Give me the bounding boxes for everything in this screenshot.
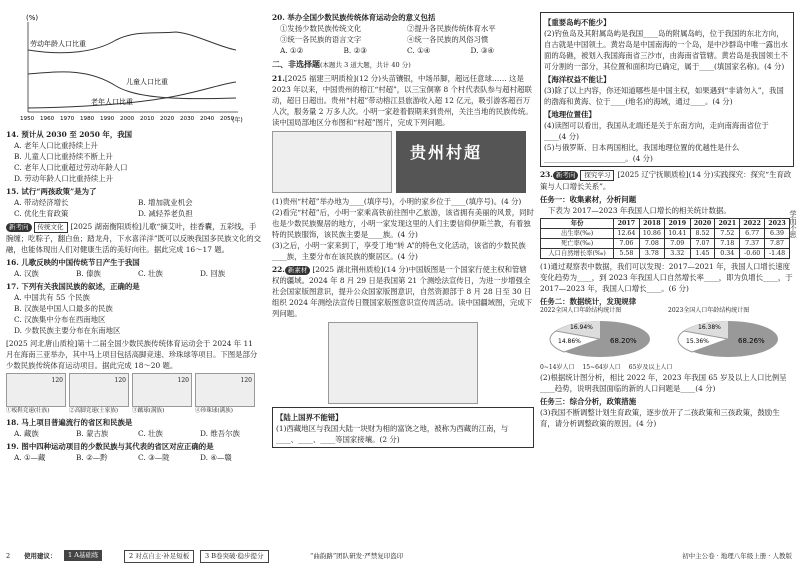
table-header: 2018 [639,219,664,229]
q23-points: (14 分) [688,170,714,179]
table-header: 2021 [715,219,740,229]
q20-option-a[interactable]: A. ①② [280,46,304,55]
pie-2023-b: 68.26% [738,337,765,345]
q22-number: 22. [272,265,285,274]
footer [0,548,800,566]
q20-item-2: ②提升各民族传统体育水平 [407,24,496,33]
population-chart [6,12,246,124]
table-cell: 7.18 [715,239,740,249]
q23-part-1: (1)通过观察表中数据，我们可以发现：2017—2021 年，我国人口增长速度变化趋势为____，到 2023 年我国人口自然增长率____，即为负增长____，于 2017—2023 年，我国人口增长____。(6 分) [540,262,793,293]
table-cell: 0.34 [715,249,740,259]
q23-new-tag: 新考向 [553,171,579,180]
footer-right: 初中主公卷 · 地理八年级上册 · 人教版 [682,552,792,560]
section-2-title: 二、非选择题 [272,59,320,69]
table-cell: 8.52 [690,229,715,239]
q18-option-c[interactable]: C. 壮族 [138,429,163,438]
land-border-box [272,407,534,448]
q21-source: [2025 福建三明质检] [284,74,357,83]
q15-stem: 15. 试行“两孩政策”是为了 [6,187,97,196]
child-label: 儿童人口比重 [126,78,168,86]
question-16 [6,257,262,279]
china-region-map [272,131,392,193]
column-middle [272,12,534,448]
x-tick-label: 2010 [140,116,155,122]
table-cell: 7.37 [740,239,765,249]
pie-2022-graphic [540,315,660,361]
task-3-title: 任务三：综合分析，政策措施 [540,397,637,406]
table-cell: 1.45 [690,249,715,259]
q15-option-d[interactable]: D. 减轻养老负担 [138,209,193,218]
inquiry-tag: 探究学习 [580,170,614,181]
q22-part-3: (3)除了以上内容，你还知道哪些是中国主权，如果遇到“非请勿入”，我国的渤海和黄海、位于____(地名)的海域，通过____。(4 分) [544,86,784,106]
pie-legend [540,364,794,372]
pie-2022-a: 16.94% [570,324,593,331]
q15-option-c[interactable]: C. 优化生育政策 [14,209,69,218]
x-tick-label: 2000 [120,116,135,122]
table-cell: 7.06 [614,239,639,249]
stamp-3-value: 120 [177,377,189,384]
q20-item-3: ③统一各民族的语言文字 [280,35,362,44]
q16-option-a[interactable]: A. 汉族 [14,269,39,278]
photo-caption: 贵州村超 [410,143,483,162]
q15-option-a[interactable]: A. 带动经济增长 [14,198,69,207]
section-2-note: (本题共 3 道大题，共计 40 分) [320,61,411,69]
pie-2023-graphic [668,315,788,361]
q19-option-a[interactable]: A. ①—藏 [14,453,46,462]
table-cell: 6.39 [765,229,790,239]
labor-label: 劳动年龄人口比重 [30,40,86,48]
pie-2022-title: 2022全国人口年龄结构统计图 [540,307,622,314]
chart-unit: (%) [26,14,39,22]
footer-guide: 使用建议： [24,552,57,560]
context-16-17 [6,221,262,255]
q22-points: (14 分) [383,265,409,274]
stamp-4 [195,373,255,415]
elder-label: 老年人口比重 [91,98,133,106]
q21-part-3: (3)之后，小明一家来到丁，享受丁地“转 A”的特色文化活动，该省的少数民族____族，主要分布在该民族的聚居区。(4 分) [272,241,526,261]
q17-option-c[interactable]: C. 汉族集中分布在西南地区 [14,315,106,324]
footer-page: 2 [6,552,11,560]
q20-item-1: ①发扬少数民族传统文化 [280,24,362,33]
q22-part-4: (4)读图可以看出，我国从北端还是关于东南方向，走向南海南省位于____(4 分) [544,121,769,141]
q22-part-2: (2)钓鱼岛及其附属岛屿是我国____岛的附属岛屿，位于我国的东北方向，自古就是中国领土。黄岩岛是中国南海的一个岛，是中沙群岛中唯一露出水面的岛礁，被划入我国海南省三沙市，由海南省管辖。黄岩岛是我国领土不可分割的一部分，其位置和面积均已确定，属于____(填国家名称)。(4 分) [544,29,788,71]
table-cell: -0.60 [740,249,765,259]
pie-2023-title: 2023全国人口年龄结构统计图 [668,307,750,314]
table-cell: 10.41 [665,229,690,239]
q18-option-a[interactable]: A. 藏族 [14,429,39,438]
q18-option-b[interactable]: B. 蒙古族 [76,429,109,438]
population-table [540,218,790,259]
islands-title: 【重要岛屿不能少】 [544,18,611,27]
stamp-3 [132,373,192,415]
rights-title: 【海洋权益不能让】 [544,75,611,84]
stamp-1-label: ①板鞋竞速(壮族) [6,408,50,414]
pie-2023-c: 15.36% [686,338,709,345]
table-cell: 3.32 [665,249,690,259]
x-tick-label: 2040 [200,116,215,122]
column-right [540,12,794,429]
table-row [541,249,790,259]
table-header: 年份 [541,219,614,229]
table-row [541,229,790,239]
table-cell: 3.78 [639,249,664,259]
table-cell: 7.08 [639,239,664,249]
q19-stem: 19. 图中四种运动项目的少数民族与其代表的省区对应正确的是 [6,442,214,451]
table-cell: -1.48 [765,249,790,259]
q17-option-a[interactable]: A. 中国共有 55 个民族 [14,293,90,302]
q19-option-d[interactable]: D. ④—赣 [200,453,232,462]
x-tick-label: 1970 [60,116,75,122]
ctx16-text: [2025 湖南衡阳质检]儿歌“摘艾叶，挂香囊，五彩线，手腕缠；吃粽子，翻白鱼；踏龙舟，下水喜洋洋”既可以反映我国多民族文化的交融，也能体现出人们对健康生活的美好向往。据此完成 16～17 题。 [6,222,262,254]
q16-option-d[interactable]: D. 回族 [200,269,226,278]
stamp-2-label: ②高脚竞速(土家族) [69,408,119,414]
q23-text: 实践探究：探究“生育政策与人口增长关系”。 [540,170,792,191]
table-cell: 出生率(‰) [541,229,614,239]
x-tick-label: 1990 [100,116,115,122]
x-tick-label: 1960 [40,116,55,122]
q23-part-3: (3)我国不断调整计划生育政策，逐步放开了二孩政策和三孩政策，鼓励生育，请分析调整政策的原因。(4 分) [540,408,780,428]
task-1-title: 任务一：收集素材，分析问题 [540,195,637,204]
q20-option-d[interactable]: D. ③④ [470,46,495,55]
stamp-3-label: ③蹴球(满族) [132,408,165,414]
q21-figures [272,131,534,193]
q17-stem: 17. 下列有关我国民族的叙述，正确的是 [6,282,140,291]
q22-part-5: (5)与俄罗斯、日本两国相比，我国地理位置的优越性是什么______________________。(4 分) [544,143,740,163]
q14-option-d[interactable]: D. 劳动年龄人口比重持续上升 [14,174,114,183]
pie-2022-c: 14.86% [558,338,581,345]
q23-number: 23. [540,170,553,179]
land-border-title: 【陆上国界不能错】 [276,413,343,422]
question-20 [272,12,534,56]
legend-item-labor: 15~64岁人口 [582,364,621,371]
question-15 [6,186,262,219]
village-super-photo [396,131,526,193]
legend-item-elder: 65岁及以上人口 [628,364,673,371]
location-title: 【地理位置佳】 [544,110,596,119]
table-cell: 7.87 [765,239,790,249]
q20-stem: 20. 举办全国少数民族传统体育运动会的意义包括 [272,13,436,22]
table-cell: 12.64 [614,229,639,239]
stamp-2-value: 120 [114,377,126,384]
q20-item-4: ④统一各民族的风俗习惯 [407,35,489,44]
q16-option-b[interactable]: B. 傣族 [76,269,101,278]
q23-part-2: (2)根据统计图分析，相比 2022 年，2023 年我国 65 岁及以上人口比例呈____趋势，说明我国面临的新的人口问题是____(4 分) [540,373,787,393]
question-21 [272,73,534,262]
footer-badge-2: 2 对点自主·补足短板 [124,550,194,563]
table-header: 2017 [614,219,639,229]
new-direction-tag: 新考向 [6,223,32,232]
q23-source: [2025 辽宁抚顺质检] [617,170,689,179]
x-tick-label: 1950 [20,116,35,122]
q17-option-d[interactable]: D. 少数民族主要分布在东南地区 [14,326,121,335]
q14-option-c[interactable]: C. 老年人口比重超过劳动年龄人口 [14,163,128,172]
task-2-title: 任务二：数据统计，发现规律 [540,297,637,306]
table-header: 2022 [740,219,765,229]
pie-charts [540,307,794,364]
footer-center: “曲韵路”团队研发·严禁复印盗印 [310,552,404,560]
q20-option-c[interactable]: C. ①④ [407,46,431,55]
q14-option-b[interactable]: B. 儿童人口比重持续不断上升 [14,152,113,161]
q14-stem: 14. 预计从 2030 至 2050 年，我国 [6,130,132,139]
q19-option-b[interactable]: B. ②—黔 [76,453,108,462]
task-1-text: 下表为 2017—2023 年我国人口增长的相关统计数据。 [548,206,731,215]
question-14 [6,129,262,184]
table-cell: 10.86 [639,229,664,239]
column-left [6,12,262,463]
question-19 [6,441,262,463]
china-territory-map [328,322,478,404]
islands-box [540,12,794,167]
q21-part-2: (2)看完“村超”后，小明一家乘高铁前往图中乙旅游，该省拥有美丽的风景，同时也是少数民族聚居的地方，小明一家发现这里的人们主要信仰伊斯兰教，有着独特的民族服饰，该民族主要是____族。(4 分) [272,208,534,239]
q21-part-1: (1)贵州“村超”举办地为____(填序号)，小明的家乡位于____(填序号)。(4 分) [272,197,522,206]
table-cell: 6.77 [740,229,765,239]
q18-option-d[interactable]: D. 维吾尔族 [200,429,240,438]
q22-part-1: (1)西藏地区与我国大陆一块财为相的富饶之地，被称为西藏的江南，与____、____、____等国家接壤。(2 分) [276,424,509,444]
q22-text: 中国版图是一个国家行使主权和管辖权的疆域。2024 年 8 月 29 日是我国第 21 个测绘法宣传日，为进一步增强全社会国家版图意识，提升公众国家版图意识，自然资源部于 8 月 28 日至 30 日组织 2024 年测绘法宣传日暨国家版图意识宣传周活动。读中国疆域图，完成下列问题。 [272,265,533,318]
q14-option-a[interactable]: A. 老年人口比重持续上升 [14,141,98,150]
table-cell: 7.52 [715,229,740,239]
new-material-tag: 新素材 [285,266,311,275]
q16-option-c[interactable]: C. 壮族 [138,269,163,278]
pie-2022 [540,307,662,364]
q21-number: 21. [272,74,285,83]
culture-tag: 传统文化 [34,222,68,233]
table-cell: 人口自然增长率(‰) [541,249,614,259]
question-17 [6,281,262,336]
stamp-row [6,373,262,415]
q16-stem: 16. 儿歌反映的中国传统节日产生于我国 [6,258,140,267]
q19-option-c[interactable]: C. ③—陇 [138,453,170,462]
section-2-heading [272,59,534,71]
table-header: 2019 [665,219,690,229]
x-unit: (年) [232,117,243,124]
question-22 [272,264,534,448]
q22-source: [2025 湖北荆州质检] [312,265,384,274]
side-margin-text: 学而不思 [789,210,797,238]
stamp-1 [6,373,66,415]
question-18 [6,417,262,439]
stamp-4-label: ④珍珠球(满族) [195,408,233,414]
question-23 [540,169,794,429]
x-tick-label: 2020 [160,116,175,122]
stamp-4-value: 120 [240,377,252,384]
table-cell: 死亡率(‰) [541,239,614,249]
q20-option-b[interactable]: B. ②③ [343,46,367,55]
footer-badge-1: 1 A基础练 [64,550,102,561]
table-cell: 7.09 [665,239,690,249]
table-header-row [541,219,790,229]
table-cell: 7.07 [690,239,715,249]
stamp-2 [69,373,129,415]
table-cell: 5.58 [614,249,639,259]
q17-option-b[interactable]: B. 汉族是中国人口最多的民族 [14,304,113,313]
pie-2023 [668,307,790,364]
x-tick-label: 2030 [180,116,195,122]
table-header: 2023 [765,219,790,229]
table-header: 2020 [690,219,715,229]
table-row [541,239,790,249]
pie-2023-a: 16.38% [698,324,721,331]
context-18-20: [2025 河北唐山质检]第十二届全国少数民族传统体育运动会于 2024 年 11 月在海南三亚举办，其中马上项目包括高脚竞速、珍珠球等项目。下图是部分少数民族传统体育运动项目。据此完成 18～20 题。 [6,339,258,370]
q21-points: (12 分) [356,74,382,83]
footer-badge-3: 3 B卷突破·稳步提分 [200,550,269,563]
x-tick-label: 1980 [80,116,95,122]
x-ticks [20,116,235,122]
stamp-1-value: 120 [51,377,63,384]
q18-stem: 18. 马上项目普遍流行的省区和民族是 [6,418,133,427]
x-tick-label: 2050 [220,116,235,122]
q21-text: 头苗镶银，中场吊脚，超远任意球…… 这是 2023 年以来，中国贵州的榕江“村超”，以三宝侗寨 8 个村代表队参与超村超联动，超日日超出。贵州“村超”带动榕江县旅游收入超 12 亿元，吸引游客超百万人次，服务量 2 万多人次。小明一家趁着假期来到贵州，关注当地的民族传统。读中国局部地区分布图和“村超”图片，完成下列问题。 [272,74,533,127]
q15-option-b[interactable]: B. 增加就业机会 [138,198,193,207]
legend-item-child: 0~14岁人口 [540,364,575,371]
pie-2022-b: 68.20% [610,337,637,345]
